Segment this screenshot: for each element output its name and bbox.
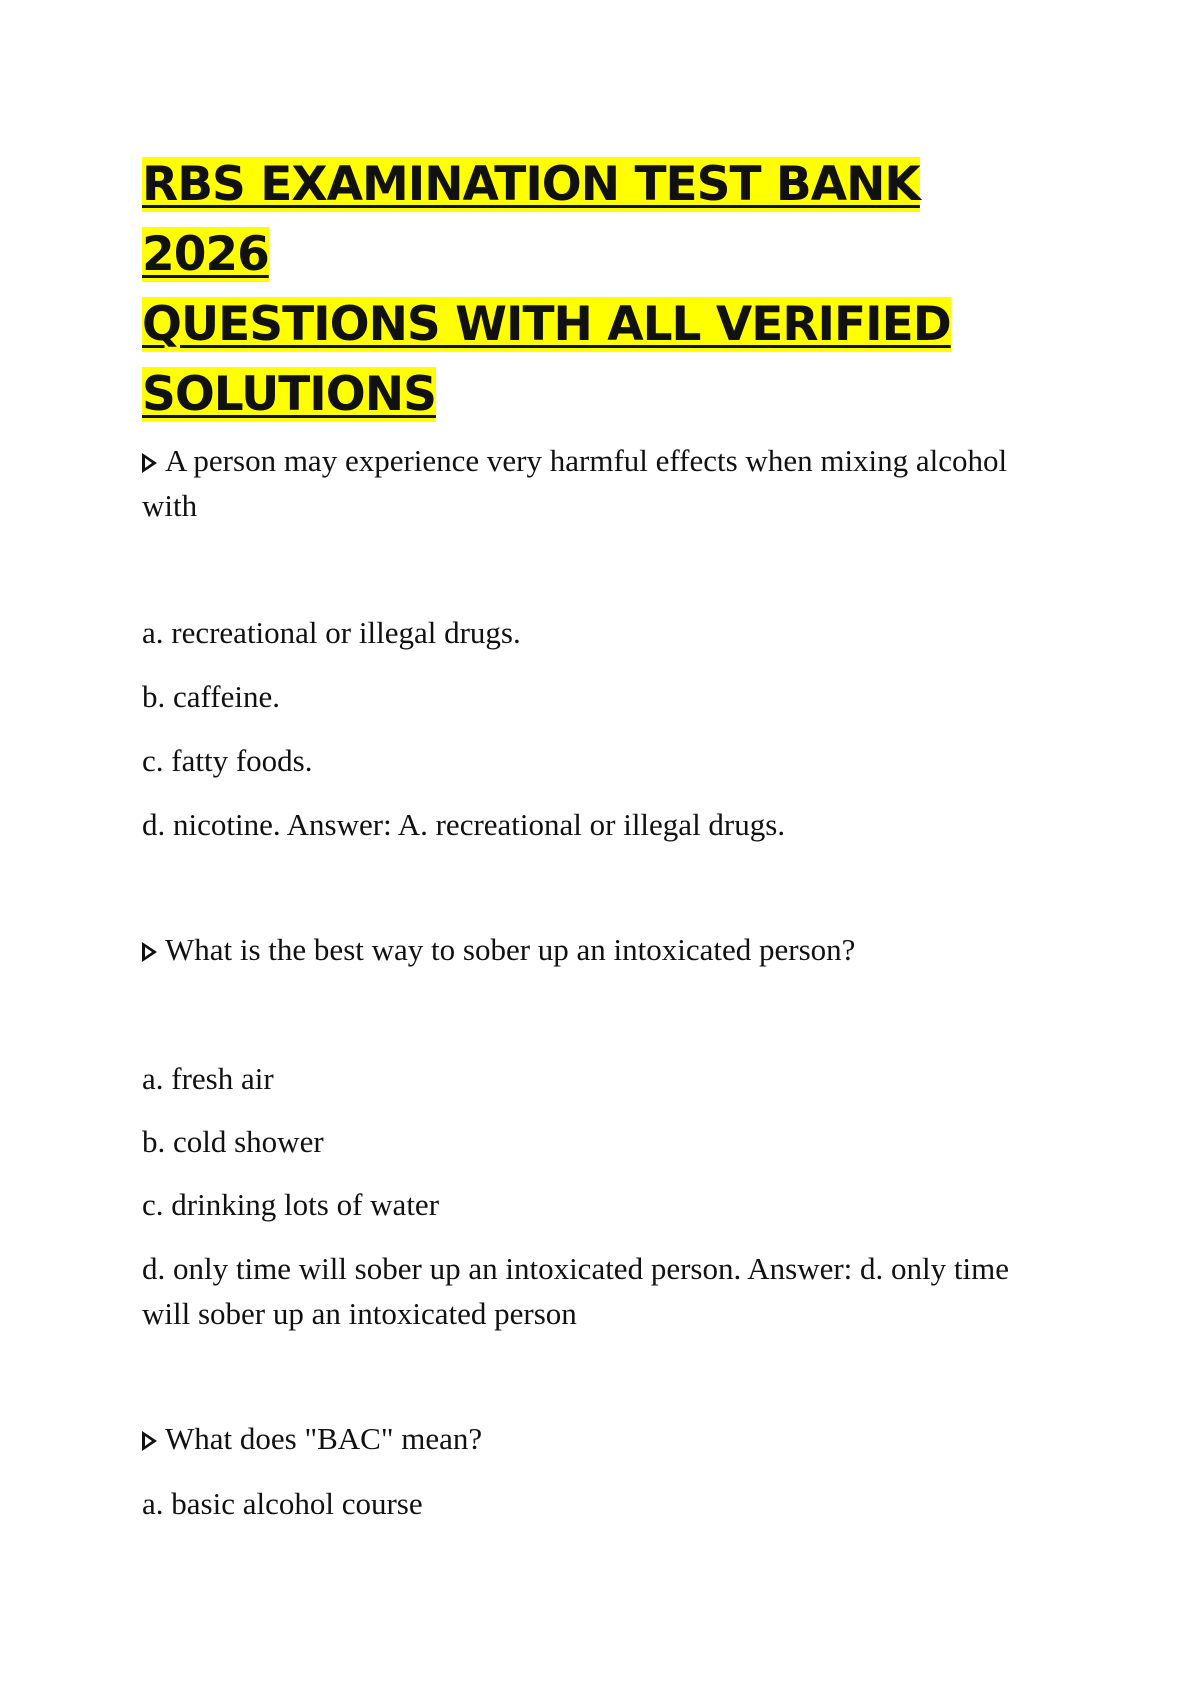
triangle-arrow-icon (142, 942, 157, 962)
question-2-option-c: c. drinking lots of water (142, 1187, 440, 1222)
triangle-arrow-icon (142, 453, 157, 473)
triangle-arrow-icon (142, 1431, 157, 1451)
question-1-option-b: b. caffeine. (142, 679, 280, 714)
question-3-text (142, 1416, 482, 1461)
question-2-option-b: b. cold shower (142, 1124, 324, 1159)
question-2-label: What is the best way to sober up an intoxicated person? (165, 932, 856, 967)
title-line: SOLUTIONS (142, 367, 436, 422)
question-2-option-d: d. only time will sober up an intoxicated person. Answer: d. only time will sober up an intoxicated person (142, 1251, 1010, 1331)
question-2-text (142, 927, 855, 972)
title-line: RBS EXAMINATION TEST BANK 2026 (142, 157, 920, 282)
question-1-option-a: a. recreational or illegal drugs. (142, 615, 521, 650)
question-3-label: What does "BAC" mean? (165, 1421, 483, 1456)
question-2-option-a: a. fresh air (142, 1061, 274, 1096)
document-title (142, 150, 1042, 430)
question-3-option-a: a. basic alcohol course (142, 1486, 423, 1521)
title-line: QUESTIONS WITH ALL VERIFIED (142, 297, 951, 352)
question-1-option-d: d. nicotine. Answer: A. recreational or illegal drugs. (142, 807, 786, 842)
question-1-option-c: c. fatty foods. (142, 743, 313, 778)
question-1-text (142, 438, 1042, 528)
question-1-label: A person may experience very harmful effects when mixing alcohol with (142, 443, 1008, 523)
